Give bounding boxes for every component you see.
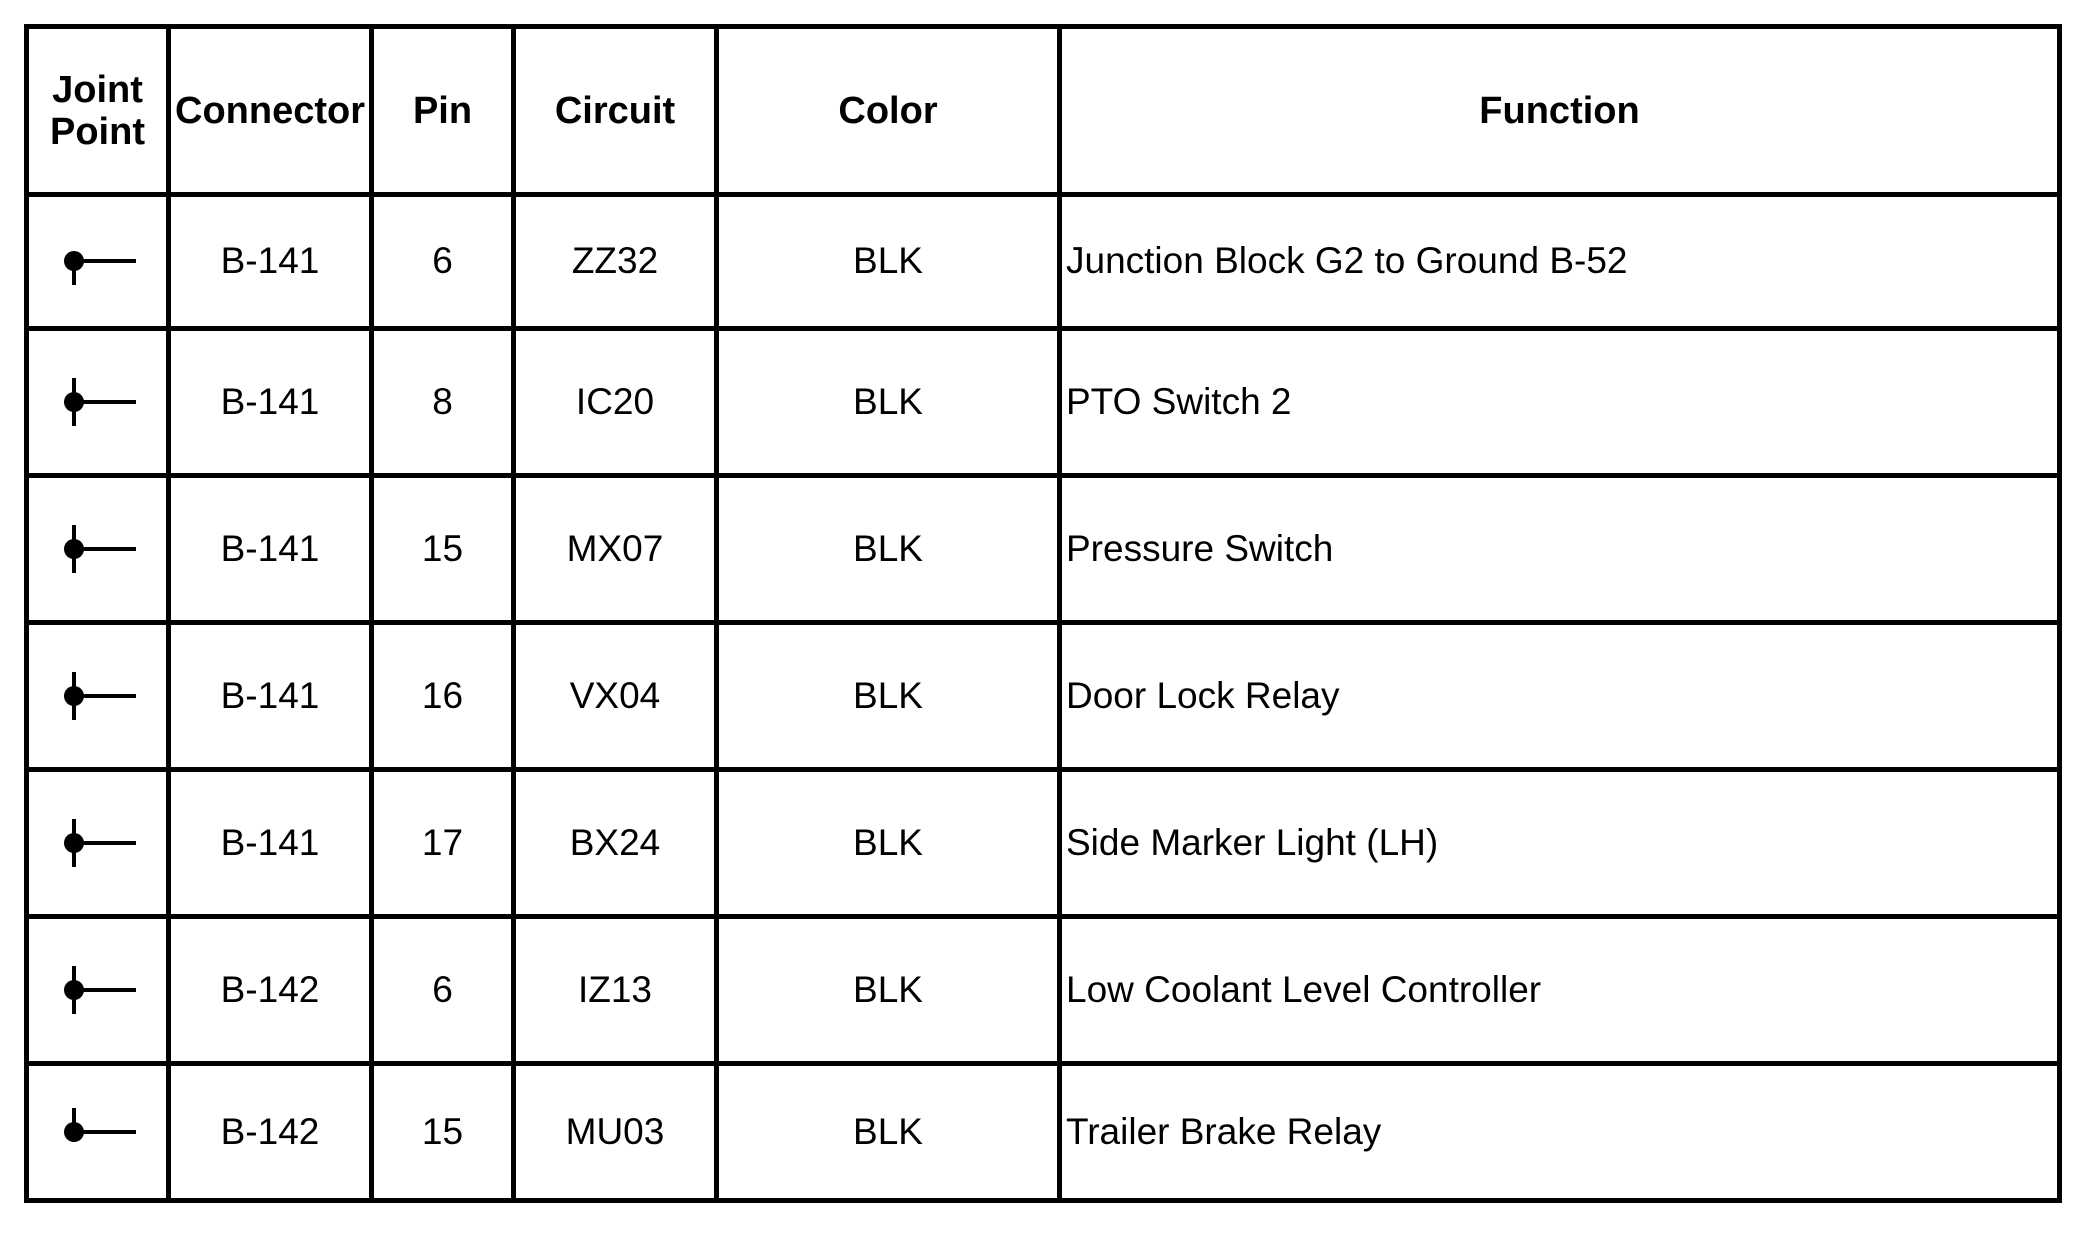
function-cell: Door Lock Relay [1060, 622, 2060, 769]
header-color: Color [717, 27, 1060, 195]
header-circuit: Circuit [514, 27, 717, 195]
table-row [27, 328, 2060, 475]
connector-cell: B-141 [169, 475, 372, 622]
pin-cell: 17 [372, 769, 514, 916]
header-connector: Connector [169, 27, 372, 195]
table-row [27, 1064, 2060, 1201]
circuit-cell: MX07 [514, 475, 717, 622]
circuit-cell: IC20 [514, 328, 717, 475]
connector-cell: B-142 [169, 1064, 372, 1201]
joint-point-icon [58, 962, 138, 1018]
function-cell: PTO Switch 2 [1060, 328, 2060, 475]
joint-point-cell [27, 1064, 169, 1201]
connector-cell: B-141 [169, 769, 372, 916]
color-cell: BLK [717, 475, 1060, 622]
header-row [27, 27, 2060, 195]
color-cell: BLK [717, 195, 1060, 329]
header-function: Function [1060, 27, 2060, 195]
pin-cell: 15 [372, 475, 514, 622]
circuit-cell: BX24 [514, 769, 717, 916]
pin-cell: 16 [372, 622, 514, 769]
circuit-cell: MU03 [514, 1064, 717, 1201]
function-cell: Pressure Switch [1060, 475, 2060, 622]
circuit-cell: VX04 [514, 622, 717, 769]
function-cell: Low Coolant Level Controller [1060, 916, 2060, 1063]
color-cell: BLK [717, 769, 1060, 916]
circuit-cell: IZ13 [514, 916, 717, 1063]
joint-point-cell [27, 769, 169, 916]
table-row [27, 769, 2060, 916]
color-cell: BLK [717, 328, 1060, 475]
joint-point-icon [58, 374, 138, 430]
joint-point-cell [27, 622, 169, 769]
joint-point-icon [58, 668, 138, 724]
joint-point-icon [58, 815, 138, 871]
function-cell: Side Marker Light (LH) [1060, 769, 2060, 916]
joint-point-icon [58, 521, 138, 577]
pin-cell: 6 [372, 916, 514, 1063]
pin-cell: 8 [372, 328, 514, 475]
color-cell: BLK [717, 622, 1060, 769]
joint-point-cell [27, 328, 169, 475]
function-cell: Trailer Brake Relay [1060, 1064, 2060, 1201]
joint-point-icon [58, 1104, 138, 1160]
table-row [27, 475, 2060, 622]
pin-cell: 15 [372, 1064, 514, 1201]
connector-cell: B-141 [169, 328, 372, 475]
color-cell: BLK [717, 916, 1060, 1063]
connector-cell: B-141 [169, 622, 372, 769]
header-pin: Pin [372, 27, 514, 195]
joint-connector-table [24, 24, 2062, 1203]
header-joint-point: Joint Point [27, 27, 169, 195]
color-cell: BLK [717, 1064, 1060, 1201]
connector-cell: B-142 [169, 916, 372, 1063]
pin-cell: 6 [372, 195, 514, 329]
table-row [27, 916, 2060, 1063]
connector-cell: B-141 [169, 195, 372, 329]
table-row [27, 195, 2060, 329]
table-row [27, 622, 2060, 769]
wiring-table-container [24, 24, 2057, 1203]
circuit-cell: ZZ32 [514, 195, 717, 329]
joint-point-cell [27, 195, 169, 329]
function-cell: Junction Block G2 to Ground B-52 [1060, 195, 2060, 329]
joint-point-cell [27, 916, 169, 1063]
joint-point-cell [27, 475, 169, 622]
joint-point-icon [58, 233, 138, 289]
